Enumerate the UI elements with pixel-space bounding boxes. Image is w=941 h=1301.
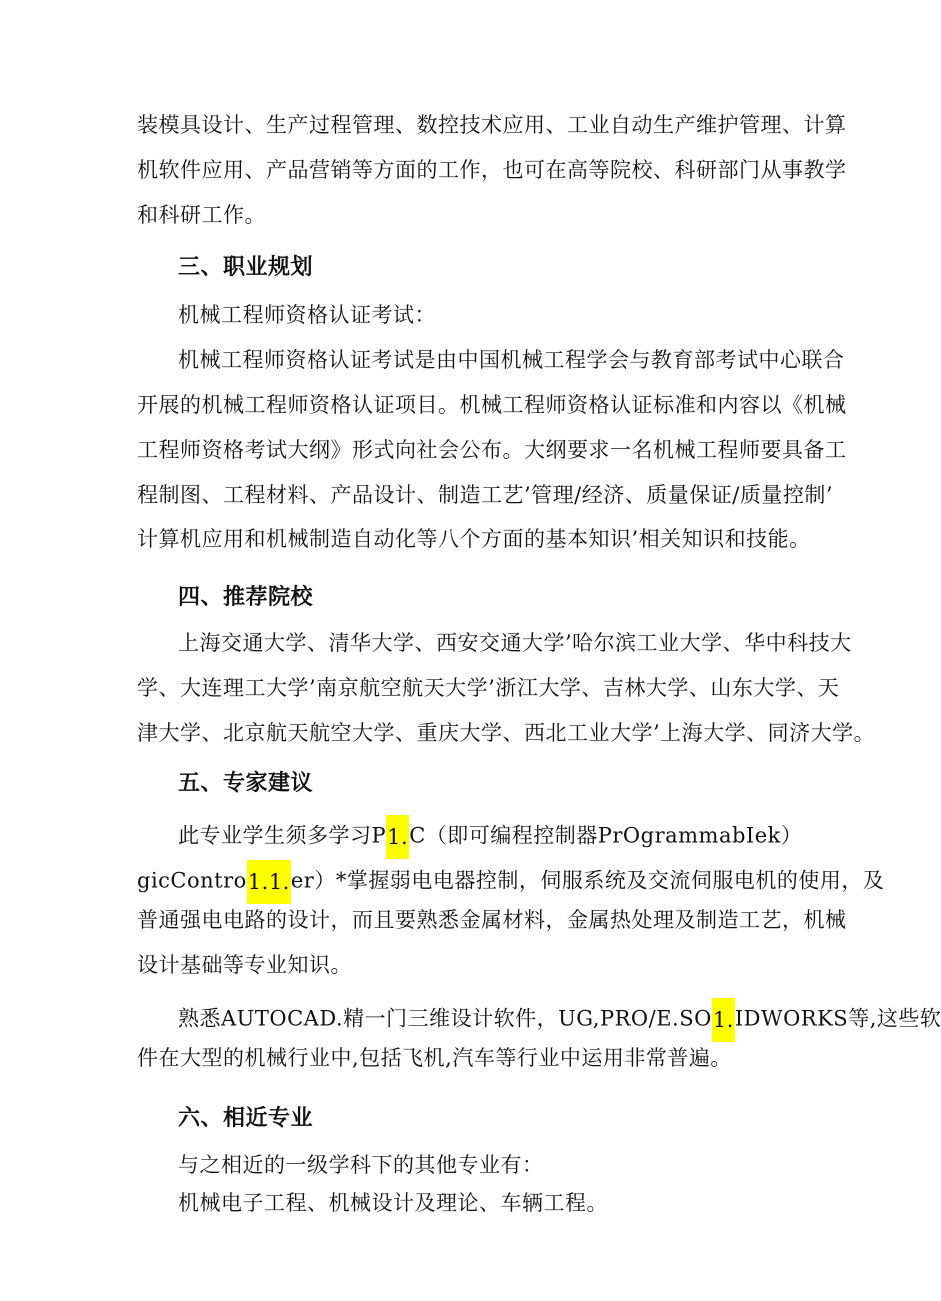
- section6-line-1: 与之相近的一级学科下的其他专业有：: [178, 1153, 544, 1177]
- section3-subtitle: 机械工程师资格认证考试：: [178, 303, 436, 327]
- section-heading-related-majors: 六、相近专业: [178, 1106, 314, 1131]
- section5-line-2-text-a: gicContro: [137, 868, 247, 893]
- section5-line-4: 设计基础等专业知识。: [137, 953, 352, 977]
- section5-line-1-text-b: C（即可编程控制器PrOgrammabIek）: [409, 823, 803, 848]
- section-heading-recommended-schools: 四、推荐院校: [178, 585, 314, 610]
- highlight-mark: 1.1.: [247, 860, 291, 904]
- section3-line-4: 程制图、工程材料、产品设计、制造工艺’管理/经济、质量保证/质量控制’: [137, 483, 833, 507]
- section5-line-1: [178, 815, 802, 859]
- intro-line-3: 和科研工作。: [137, 203, 266, 227]
- section3-line-1: 机械工程师资格认证考试是由中国机械工程学会与教育部考试中心联合: [178, 348, 845, 372]
- section5-line-1-text-a: 此专业学生须多学习P: [178, 823, 387, 848]
- highlight-mark: 1.: [386, 815, 409, 859]
- intro-line-1: 装模具设计、生产过程管理、数控技术应用、工业自动生产维护管理、计算: [137, 113, 847, 137]
- section4-line-1: 上海交通大学、清华大学、西安交通大学’哈尔滨工业大学、华中科技大: [178, 631, 852, 655]
- section6-line-2: 机械电子工程、机械设计及理论、车辆工程。: [178, 1191, 608, 1215]
- section5-line-6: 件在大型的机械行业中,包括飞机,汽车等行业中运用非常普遍。: [137, 1046, 732, 1070]
- section4-line-3: 津大学、北京航天航空大学、重庆大学、西北工业大学’上海大学、同济大学。: [137, 721, 876, 745]
- section3-line-2: 开展的机械工程师资格认证项目。机械工程师资格认证标准和内容以《机械: [137, 393, 847, 417]
- section-heading-career-planning: 三、职业规划: [178, 255, 314, 280]
- section5-line-5-text-b: IDWORKS等,这些软: [734, 1006, 941, 1031]
- section5-line-2: [137, 860, 884, 904]
- section5-line-5-text-a: 熟悉AUTOCAD.精一门三维设计软件，UG,PRO/E.SO: [178, 1006, 712, 1031]
- section3-line-3: 工程师资格考试大纲》形式向社会公布。大纲要求一名机械工程师要具备工: [137, 438, 847, 462]
- section4-line-2: 学、大连理工大学’南京航空航天大学’浙江大学、吉林大学、山东大学、天: [137, 676, 840, 700]
- section5-line-3: 普通强电电路的设计，而且要熟悉金属材料，金属热处理及制造工艺，机械: [137, 908, 847, 932]
- section5-line-2-text-b: er）*掌握弱电电器控制，伺服系统及交流伺服电机的使用，及: [290, 868, 885, 893]
- section3-line-5: 计算机应用和机械制造自动化等八个方面的基本知识’相关知识和技能。: [137, 527, 811, 551]
- highlight-mark: 1.: [712, 998, 735, 1042]
- section5-line-5: [178, 998, 941, 1042]
- section-heading-expert-advice: 五、专家建议: [178, 771, 314, 796]
- intro-line-2: 机软件应用、产品营销等方面的工作，也可在高等院校、科研部门从事教学: [137, 158, 847, 182]
